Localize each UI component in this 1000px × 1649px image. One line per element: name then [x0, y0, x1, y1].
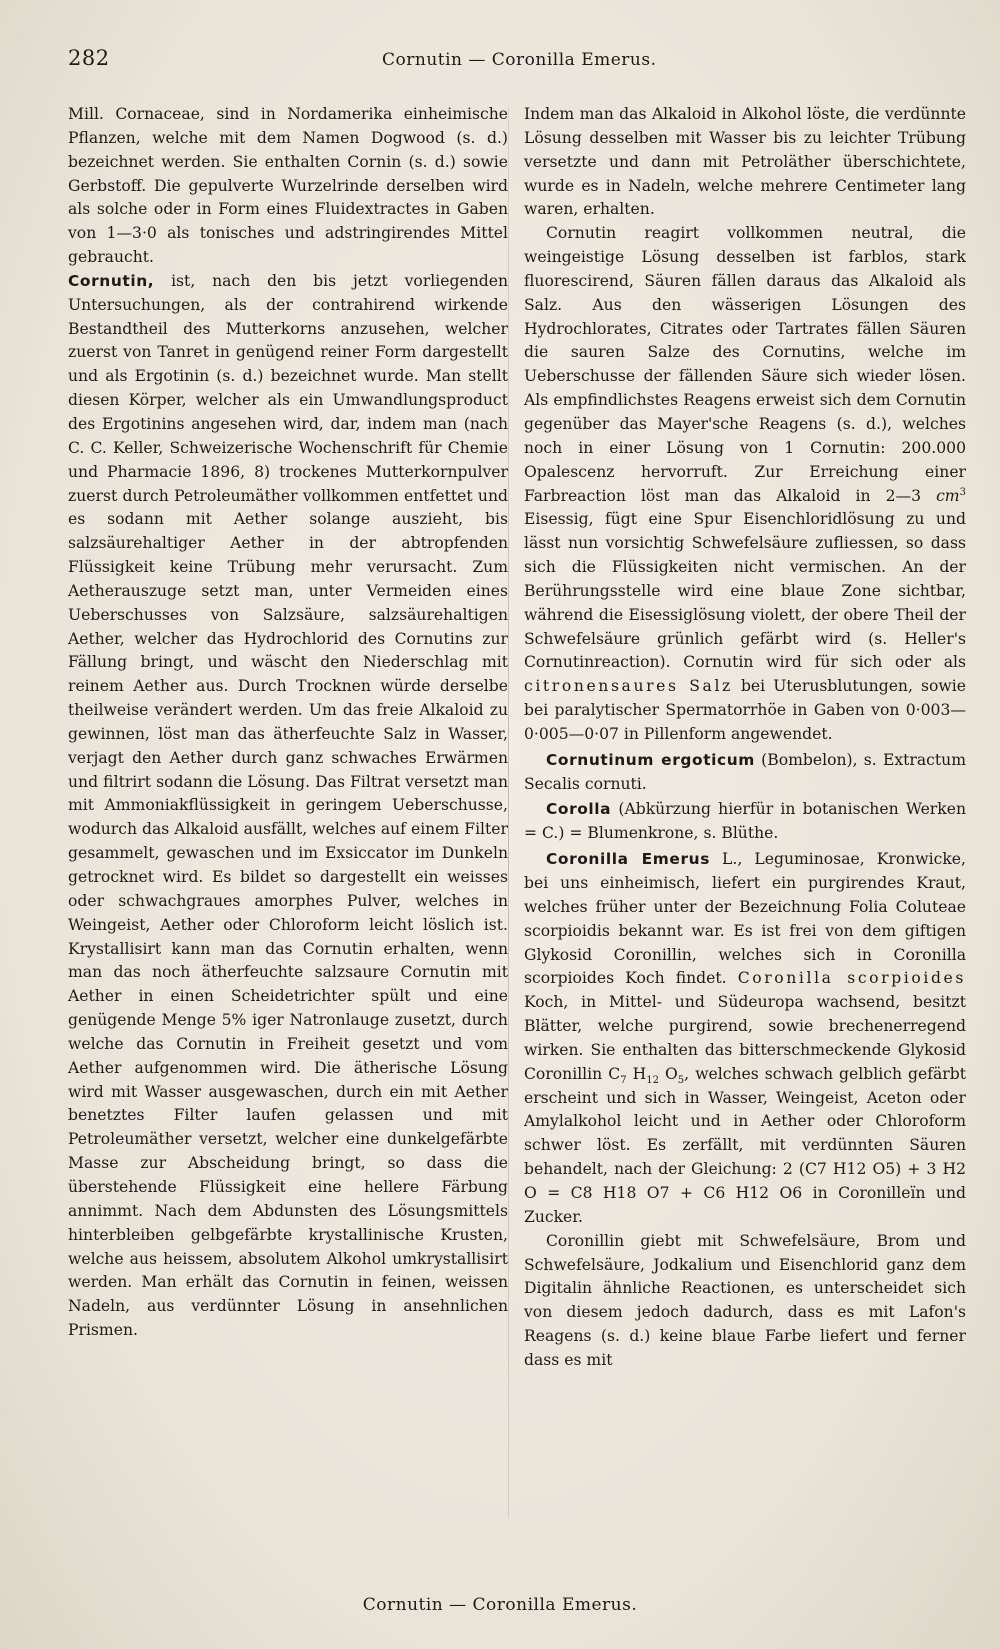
reaction-paragraph: [524, 222, 966, 747]
page-number: 282: [68, 46, 110, 70]
coronilla-body-b: Koch, in Mittel- und Südeuropa wachsend, besitzt Blätter, welche purgirend, sowie brechenerregend wirken. Sie enthalten das bitterschmeckende Glykosid Coronillin C: [524, 993, 966, 1083]
unit-cm: cm: [936, 486, 960, 505]
ergoticum-entry: [524, 749, 966, 797]
running-title: Cornutin — Coronilla Emerus.: [382, 50, 657, 70]
percent-value: 5%: [221, 1011, 247, 1030]
ergoticum-body: (Bombelon), s. Extractum Secalis cornuti.: [524, 750, 966, 793]
coronilla-scorpioides: Coronilla scorpioides: [737, 969, 966, 988]
reaction-text-a: Cornutin reagirt vollkommen neutral, die weingeistige Lösung desselben ist farblos, stark fluorescirend, Säuren fällen daraus das Alkaloid als Salz. Aus den wässerigen Lösungen des Hydrochlorates, Citrates oder Tartrates fällen Säuren die sauren Salze des Cornutins, welche im Ueberschusse der fällenden Säure sich wieder lösen. Als empfindlichstes Reagens erweist sich dem Cornutin gegenüber das Mayer'sche Reagens (s. d.), welches noch in einer Lösung von 1 Cornutin: 200.000 Opalescenz hervorruft. Zur Erreichung einer Farbreaction löst man das Alkaloid in 2—3: [524, 224, 966, 505]
formula-o-index: 5: [677, 1074, 685, 1086]
cornutin-entry: [68, 270, 508, 1343]
citronensaures-salz: citronensaures Salz: [524, 677, 733, 696]
coronilla-entry: Coronilla Emerus L., Leguminosae, Kronwicke, bei uns einheimisch, liefert ein purgirendes Kraut, welches früher unter der Bezeichnung Folia Coluteae scorpioidis bekannt war. Es ist frei von dem giftigen Glykosid Coronillin, welches sich in Coronilla scorpioides Koch findet. Coronilla scorpioides Koch, in Mittel- und Südeuropa wachsend, besitzt Blätter, welche purgirend, sowie brechenerregend wirken. Sie enthalten das bitterschmeckende Glykosid Coronillin $C_7$ $H_{12}$ $O_5$, welches schwach gelblich gefärbt erscheint und sich in Wasser, Weingeist, Aceton oder Amylalkohol leicht und in Aether oder Chloroform schwer löst. Es zerfällt, mit verdünnten Säuren behandelt, nach der Gleichung: 2 (C7 H12 O5) + 3 H2 O = C8 H18 O7 + C6 H12 O6 in Coronilleïn und Zucker.: [524, 850, 967, 1226]
formula-h-index: 12: [646, 1074, 659, 1086]
hydrolysis-equation: 2 (C7 H12 O5) + 3 H2 O = C8 H18 O7 + C6 H12 O6: [524, 1160, 966, 1202]
column-divider: [508, 106, 509, 1518]
corolla-entry: [524, 798, 966, 846]
coronillin-paragraph: Coronillin giebt mit Schwefelsäure, Brom und Schwefelsäure, Jodkalium und Eisenchlorid ganz dem Digitalin ähnliche Reactionen, es unterscheidet sich von diesem jedoch dadurch, dass es mit Lafon's Reagens (s. d.) keine blaue Farbe liefert und ferner dass es mit: [524, 1231, 966, 1369]
unit-exponent: 3: [959, 486, 966, 498]
page-header: [62, 46, 902, 74]
coronilla-body-c: welches schwach gelblich gefärbt erscheint und sich in Wasser, Weingeist, Aceton oder Amylalkohol leicht und in Aether oder Chloroform schwer löst. Es zerfällt, mit verdünnten Säuren behandelt, nach der Gleichung:: [524, 1064, 967, 1179]
cornaceae-paragraph: Mill. Cornaceae, sind in Nordamerika einheimische Pflanzen, welche mit dem Namen Dogwood (s. d.) bezeichnet werden. Sie enthalten Cornin (s. d.) sowie Gerbstoff. Die gepulverte Wurzelrinde derselben wird als solche oder in Form eines Fluidextractes in Gaben von 1—3·0 als tonisches und adstringirendes Mittel gebraucht.: [68, 105, 508, 267]
crystallization-paragraph: Indem man das Alkaloid in Alkohol löste, die verdünnte Lösung desselben mit Wasser bis zu leichter Trübung versetzte und dann mit Petroläther überschichtete, wurde es in Nadeln, welche mehrere Centimeter lang waren, erhalten.: [524, 105, 966, 219]
right-column: [524, 103, 966, 1373]
entry-headword-ergoticum: Cornutinum ergoticum: [546, 750, 755, 769]
coronilla-body-a: L., Leguminosae, Kronwicke, bei uns einheimisch, liefert ein purgirendes Kraut, welches früher unter der Bezeichnung Folia Coluteae scorpioidis bekannt war. Es ist frei von dem giftigen Glykosid Coronillin, welches sich in Coronilla scorpioides Koch findet.: [524, 850, 966, 988]
cornutin-body-continued: iger Natronlauge zusetzt, durch welche das Cornutin in Freiheit gesetzt und vom Aether aufgenommen wird. Die ätherische Lösung wird mit Wasser ausgewaschen, durch ein mit Aether benetztes Filter laufen gelassen und mit Petroleumäther versetzt, welcher eine dunkelgefärbte Masse zur Abscheidung bringt, so dass die überstehende Flüssigkeit eine hellere Färbung annimmt. Nach dem Abdunsten des Lösungsmittels hinterbleiben gelbgefärbte krystallinische Krusten, welche aus heissem, absolutem Alkohol umkrystallisirt werden. Man erhält das Cornutin in feinen, weissen Nadeln, aus verdünnter Lösung in ansehnlichen Prismen.: [68, 1011, 508, 1340]
entry-headword-coronilla: Coronilla Emerus: [546, 850, 710, 869]
entry-headword-cornutin: Cornutin,: [68, 271, 155, 290]
reaction-text-c: bei Uterusblutungen, sowie bei paralytischer Spermatorrhöe in Gaben von 0·003—0·005—0·07 in Pillenform angewendet.: [524, 677, 966, 743]
reaction-text-b: Eisessig, fügt eine Spur Eisenchloridlösung zu und lässt nun vorsichtig Schwefelsäure zufliessen, so dass sich die Flüssigkeiten nicht vermischen. An der Berührungsstelle wird eine blaue Zone sichtbar, während die Eisessiglösung violett, der obere Theil der Schwefelsäure grünlich gefärbt wird (s. Heller's Cornutinreaction). Cornutin wird für sich oder als: [524, 510, 966, 672]
coronilla-body-d: in Coronilleïn und Zucker.: [524, 1183, 966, 1226]
entry-headword-corolla: Corolla: [546, 800, 612, 819]
cornutin-body: ist, nach den bis jetzt vorliegenden Untersuchungen, als der contrahirend wirkende Bestandtheil des Mutterkorns anzusehen, welcher zuerst von Tanret in genügend reiner Form dargestellt und als Ergotinin (s. d.) bezeichnet wurde. Man stellt diesen Körper, welcher als ein Umwandlungsproduct des Ergotinins angesehen wird, dar, indem man (nach C. C. Keller, Schweizerische Wochenschrift für Chemie und Pharmacie 1896, 8) trockenes Mutterkornpulver zuerst durch Petroleumäther vollkommen entfettet und es sodann mit Aether solange auszieht, bis salzsäurehaltiger Aether in der abtropfenden Flüssigkeit keine Trübung mehr verursacht. Zum Aetherauszuge setzt man, unter Vermeiden eines Ueberschusses von Salzsäure, salzsäurehaltigen Aether, welcher das Hydrochlorid des Cornutins zur Fällung bringt, und wäscht den Niederschlag mit reinem Aether aus. Durch Trocknen würde derselbe theilweise verändert werden. Um das freie Alkaloid zu gewinnen, löst man das ätherfeuchte Salz in Wasser, verjagt den Aether durch ganz schwaches Erwärmen und filtrirt sodann die Lösung. Das Filtrat versetzt man mit Ammoniakflüssigkeit in geringem Ueberschusse, wodurch das Alkaloid ausfällt, welches auf einem Filter gesammelt, gewaschen und im Exsiccator im Dunkeln getrocknet wird. Es bildet so dargestellt ein weisses oder schwachgraues amorphes Pulver, welches in Weingeist, Aether oder Chloroform leicht löslich ist. Krystallisirt kann man das Cornutin erhalten, wenn man das noch ätherfeuchte salzsaure Cornutin mit Aether in einen Scheidetrichter spült und eine genügende Menge: [68, 271, 508, 1030]
page-footer: Cornutin — Coronilla Emerus.: [362, 1595, 638, 1615]
formula-c-index: 7: [620, 1074, 627, 1086]
corolla-body: (Abkürzung hierfür in botanischen Werken = C.) = Blumenkrone, s. Blüthe.: [524, 800, 966, 843]
left-column: [68, 103, 508, 1343]
